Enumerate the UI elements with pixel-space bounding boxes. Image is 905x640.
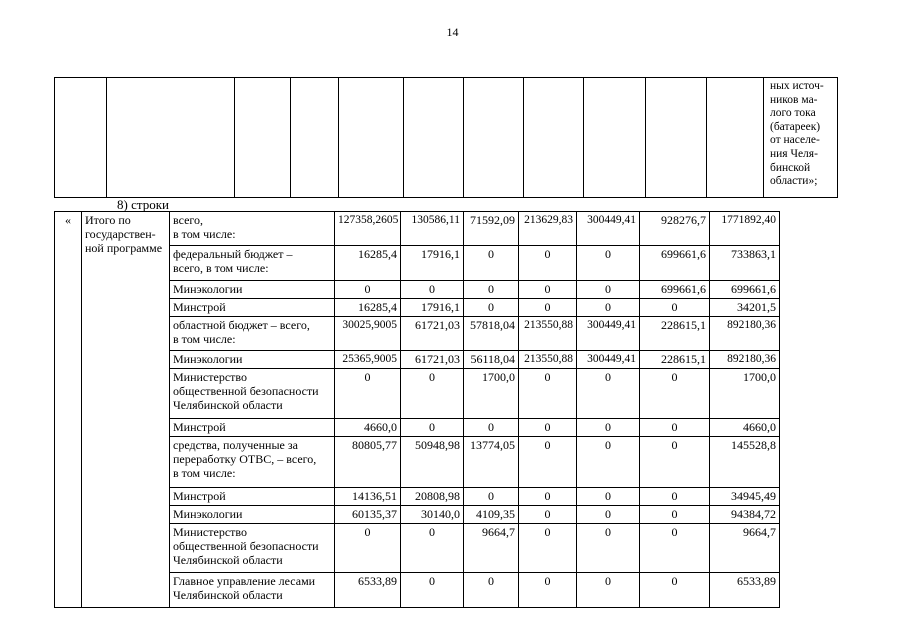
table-row xyxy=(55,506,839,524)
value-cell-col5: 0 xyxy=(577,246,640,281)
value-cell-col1: 6533,89 xyxy=(335,573,401,608)
value-cell-col6: 928276,7 xyxy=(640,212,710,246)
value-cell-col2: 17916,1 xyxy=(401,246,464,281)
value-cell-col4: 213629,83 xyxy=(519,212,577,246)
value-cell-col4: 0 xyxy=(519,281,577,299)
value-cell-col4: 0 xyxy=(519,369,577,419)
value-cell-col2: 0 xyxy=(401,419,464,437)
value-cell-col5: 300449,41 xyxy=(577,212,640,246)
value-cell-col7: 9664,7 xyxy=(710,524,780,573)
value-cell-col4: 0 xyxy=(519,437,577,488)
table-row xyxy=(55,212,839,246)
value-cell-col2: 17916,1 xyxy=(401,299,464,317)
row-name-cell: Главное управление лесами Челябинской области xyxy=(170,573,335,608)
value-cell-col6: 0 xyxy=(640,419,710,437)
table-row xyxy=(55,524,839,573)
value-cell-col1: 16285,4 xyxy=(335,246,401,281)
value-cell-col1: 80805,77 xyxy=(335,437,401,488)
value-cell-col2: 20808,98 xyxy=(401,488,464,506)
top-table-fragment xyxy=(54,77,838,198)
row-name-cell: средства, полученные за переработку ОТВС, – всего, в том числе: xyxy=(170,437,335,488)
value-cell-col5: 0 xyxy=(577,506,640,524)
value-cell-col4: 0 xyxy=(519,573,577,608)
row-name-cell: Минэкологии xyxy=(170,506,335,524)
value-cell-col3: 0 xyxy=(464,299,519,317)
table-row xyxy=(55,351,839,369)
value-cell-col7: 4660,0 xyxy=(710,419,780,437)
empty-cell xyxy=(524,78,584,198)
value-cell-col6: 0 xyxy=(640,488,710,506)
value-cell-col7: 892180,36 xyxy=(710,351,780,369)
value-cell-col7: 699661,6 xyxy=(710,281,780,299)
value-cell-col2: 0 xyxy=(401,281,464,299)
empty-cell xyxy=(339,78,404,198)
value-cell-col1: 14136,51 xyxy=(335,488,401,506)
value-cell-col3: 9664,7 xyxy=(464,524,519,573)
empty-cell xyxy=(107,78,235,198)
empty-cell xyxy=(464,78,524,198)
top-note-cell xyxy=(764,78,838,198)
value-cell-col2: 130586,11 xyxy=(401,212,464,246)
value-cell-col6: 699661,6 xyxy=(640,281,710,299)
value-cell-col7: 1771892,40 xyxy=(710,212,780,246)
value-cell-col3: 56118,04 xyxy=(464,351,519,369)
empty-cell xyxy=(55,78,107,198)
value-cell-col2: 0 xyxy=(401,573,464,608)
top-note-text: ных источ- ников ма- лого тока (батареек) от населе- ния Челя- бинской области»; xyxy=(770,80,824,188)
value-cell-col1: 4660,0 xyxy=(335,419,401,437)
program-table xyxy=(54,211,839,608)
value-cell-col7: 34945,49 xyxy=(710,488,780,506)
value-cell-col3: 0 xyxy=(464,419,519,437)
row-name-cell: Минэкологии xyxy=(170,351,335,369)
table-row xyxy=(55,573,839,608)
empty-cell xyxy=(646,78,707,198)
value-cell-col6: 0 xyxy=(640,506,710,524)
empty-cell xyxy=(584,78,646,198)
table-row xyxy=(55,299,839,317)
value-cell-col3: 0 xyxy=(464,573,519,608)
value-cell-col1: 0 xyxy=(335,281,401,299)
value-cell-col1: 60135,37 xyxy=(335,506,401,524)
value-cell-col6: 0 xyxy=(640,437,710,488)
value-cell-col6: 699661,6 xyxy=(640,246,710,281)
value-cell-col6: 0 xyxy=(640,524,710,573)
value-cell-col5: 0 xyxy=(577,524,640,573)
value-cell-col5: 0 xyxy=(577,437,640,488)
row-name-cell: Министерство общественной безопасности Челябинской области xyxy=(170,369,335,419)
value-cell-col6: 228615,1 xyxy=(640,351,710,369)
table-row xyxy=(55,369,839,419)
value-cell-col5: 0 xyxy=(577,369,640,419)
row-name-cell: Минстрой xyxy=(170,419,335,437)
row-name-cell: всего, в том числе: xyxy=(170,212,335,246)
value-cell-col6: 0 xyxy=(640,573,710,608)
value-cell-col3: 0 xyxy=(464,488,519,506)
value-cell-col5: 300449,41 xyxy=(577,317,640,351)
value-cell-col7: 1700,0 xyxy=(710,369,780,419)
row-name-cell: Минстрой xyxy=(170,299,335,317)
empty-cell xyxy=(404,78,464,198)
value-cell-col2: 50948,98 xyxy=(401,437,464,488)
value-cell-col2: 30140,0 xyxy=(401,506,464,524)
row-name-cell: федеральный бюджет – всего, в том числе: xyxy=(170,246,335,281)
value-cell-col4: 0 xyxy=(519,488,577,506)
value-cell-col7: 6533,89 xyxy=(710,573,780,608)
value-cell-col3: 13774,05 xyxy=(464,437,519,488)
quote-mark-cell: « xyxy=(55,212,82,608)
page-number: 14 xyxy=(446,25,459,39)
value-cell-col7: 94384,72 xyxy=(710,506,780,524)
table-row xyxy=(55,419,839,437)
row-name-cell: Министерство общественной безопасности Челябинской области xyxy=(170,524,335,573)
table-row xyxy=(55,317,839,351)
value-cell-col6: 228615,1 xyxy=(640,317,710,351)
value-cell-col5: 0 xyxy=(577,299,640,317)
program-label-cell: Итого по государствен-ной программе xyxy=(82,212,170,608)
value-cell-col1: 16285,4 xyxy=(335,299,401,317)
value-cell-col1: 25365,9005 xyxy=(335,351,401,369)
value-cell-col7: 145528,8 xyxy=(710,437,780,488)
row-name-cell: Минстрой xyxy=(170,488,335,506)
value-cell-col3: 1700,0 xyxy=(464,369,519,419)
value-cell-col4: 0 xyxy=(519,506,577,524)
value-cell-col2: 0 xyxy=(401,369,464,419)
row-name-cell: областной бюджет – всего, в том числе: xyxy=(170,317,335,351)
value-cell-col1: 0 xyxy=(335,369,401,419)
value-cell-col2: 61721,03 xyxy=(401,317,464,351)
value-cell-col5: 0 xyxy=(577,281,640,299)
value-cell-col5: 0 xyxy=(577,573,640,608)
value-cell-col3: 57818,04 xyxy=(464,317,519,351)
value-cell-col2: 0 xyxy=(401,524,464,573)
section-label: 8) строки xyxy=(117,197,169,212)
value-cell-col4: 0 xyxy=(519,524,577,573)
empty-cell xyxy=(235,78,291,198)
value-cell-col5: 0 xyxy=(577,488,640,506)
table-row xyxy=(55,488,839,506)
value-cell-col4: 213550,88 xyxy=(519,317,577,351)
value-cell-col1: 127358,2605 xyxy=(335,212,401,246)
value-cell-col7: 733863,1 xyxy=(710,246,780,281)
value-cell-col4: 213550,88 xyxy=(519,351,577,369)
value-cell-col6: 0 xyxy=(640,299,710,317)
value-cell-col1: 0 xyxy=(335,524,401,573)
value-cell-col3: 0 xyxy=(464,281,519,299)
value-cell-col4: 0 xyxy=(519,246,577,281)
table-row xyxy=(55,281,839,299)
empty-cell xyxy=(707,78,764,198)
row-name-cell: Минэкологии xyxy=(170,281,335,299)
value-cell-col7: 34201,5 xyxy=(710,299,780,317)
value-cell-col3: 0 xyxy=(464,246,519,281)
value-cell-col5: 0 xyxy=(577,419,640,437)
table-row xyxy=(55,246,839,281)
value-cell-col3: 71592,09 xyxy=(464,212,519,246)
empty-cell xyxy=(291,78,339,198)
value-cell-col2: 61721,03 xyxy=(401,351,464,369)
value-cell-col6: 0 xyxy=(640,369,710,419)
table-row xyxy=(55,437,839,488)
value-cell-col5: 300449,41 xyxy=(577,351,640,369)
value-cell-col3: 4109,35 xyxy=(464,506,519,524)
value-cell-col4: 0 xyxy=(519,419,577,437)
value-cell-col7: 892180,36 xyxy=(710,317,780,351)
value-cell-col1: 30025,9005 xyxy=(335,317,401,351)
value-cell-col4: 0 xyxy=(519,299,577,317)
